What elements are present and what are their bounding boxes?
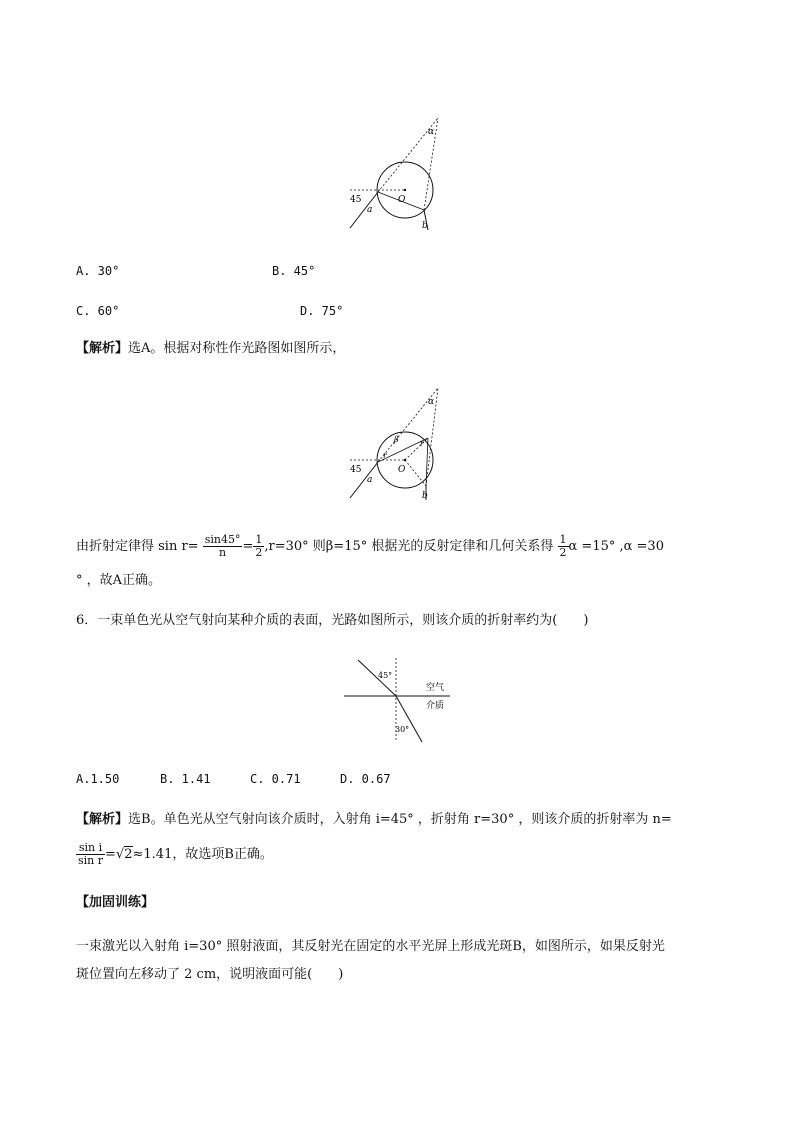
frac-denominator: sin r <box>78 854 104 867</box>
frac-numerator: sin i <box>76 842 105 855</box>
q5-option-b: B. 45° <box>272 264 316 278</box>
frac-numerator: sin45° <box>204 533 241 546</box>
q6-option-c: C. 0.71 <box>250 772 301 786</box>
frac-denominator: 2 <box>255 546 263 559</box>
frac-numerator: 1 <box>255 533 263 546</box>
q6-option-b: B. 1.41 <box>160 772 211 786</box>
frac-denominator: 2 <box>559 546 567 559</box>
q6-option-d: D. 0.67 <box>340 772 391 786</box>
q6-stem: 6．一束单色光从空气射向某种介质的表面，光路如图所示，则该介质的折射率约为( ) <box>76 613 589 628</box>
analysis-rest: ≈1.41，故选项B正确。 <box>132 847 273 862</box>
air-label: 空气 <box>426 683 445 693</box>
figure-circle-light-path <box>340 110 450 235</box>
frac-numerator: 1 <box>559 533 567 546</box>
sqrt-symbol: √ <box>115 847 125 862</box>
fraction-sin45-over-n <box>203 534 243 559</box>
alpha-label: α <box>428 127 435 137</box>
angle-30-label: 30° <box>395 725 410 734</box>
q5-formula-line2: ° ，故A正确。 <box>76 573 162 588</box>
ray-b-label: b <box>422 221 428 231</box>
fraction-half-alpha <box>558 534 569 559</box>
ray-a-label: a <box>367 205 373 215</box>
formula-mid: ,r=30° 则β=15° 根据光的反射定律和几何关系得 <box>264 539 554 554</box>
analysis-text: 选A。根据对称性作光路图如图所示， <box>128 341 346 356</box>
ray-a-label: a <box>367 475 373 485</box>
angle-45-label: 45 <box>350 465 362 475</box>
formula-equals: = <box>105 847 116 862</box>
q6-analysis-line <box>76 811 672 829</box>
r-label-2: r <box>420 439 424 448</box>
angle-45-label: 45° <box>378 671 393 680</box>
formula-tail: α =15° ,α =30 <box>568 539 664 554</box>
q5-option-d: D. 75° <box>300 304 344 318</box>
reinforce-title: 【加固训练】 <box>76 895 155 910</box>
q6-analysis-formula <box>76 842 273 867</box>
beta-label: β <box>394 435 399 444</box>
analysis-tag: 【解析】 <box>76 341 129 356</box>
reinforce-line1: 一束激光以入射角 i=30° 照射液面，其反射光在固定的水平光屏上形成光斑B，如图所示，如果反射光 <box>76 939 665 954</box>
q6-option-a: A.1.50 <box>76 772 120 786</box>
reinforce-line2: 斑位置向左移动了 2 cm，说明液面可能( ) <box>76 967 344 982</box>
radius-dashed-1 <box>405 438 428 460</box>
radius-dashed-2 <box>405 460 426 486</box>
fraction-sin-i-over-sin-r <box>76 842 105 867</box>
frac-denominator: n <box>219 546 227 559</box>
analysis-tag: 【解析】 <box>76 812 129 827</box>
center-o-label: O <box>398 465 406 475</box>
analysis-text: 选B。单色光从空气射向该介质时，入射角 i=45° ，折射角 r=30° ，则该介质的折射率为 n= <box>128 812 672 827</box>
center-dot <box>404 459 406 461</box>
formula-equals: = <box>242 539 254 554</box>
figure-refraction-interface <box>340 652 455 747</box>
fraction-half <box>253 534 264 559</box>
medium-label: 介质 <box>426 701 445 711</box>
angle-45-label: 45 <box>350 195 362 205</box>
center-dot <box>404 189 406 191</box>
refracted-ray-2 <box>426 438 428 486</box>
ray-b-label: b <box>422 491 428 501</box>
refracted-ray <box>396 696 422 742</box>
q5-formula-line <box>76 534 664 559</box>
alpha-label: α <box>428 397 435 407</box>
figure-circle-light-path-solution <box>340 380 450 505</box>
q5-option-c: C. 60° <box>76 304 120 318</box>
formula-prefix: 由折射定律得 sin r= <box>76 539 199 554</box>
q5-analysis-line <box>76 340 345 358</box>
center-o-label: O <box>398 195 406 205</box>
q5-option-a: A. 30° <box>76 264 120 278</box>
sqrt-value: 2 <box>124 847 133 862</box>
r-label-1: r <box>383 451 387 460</box>
